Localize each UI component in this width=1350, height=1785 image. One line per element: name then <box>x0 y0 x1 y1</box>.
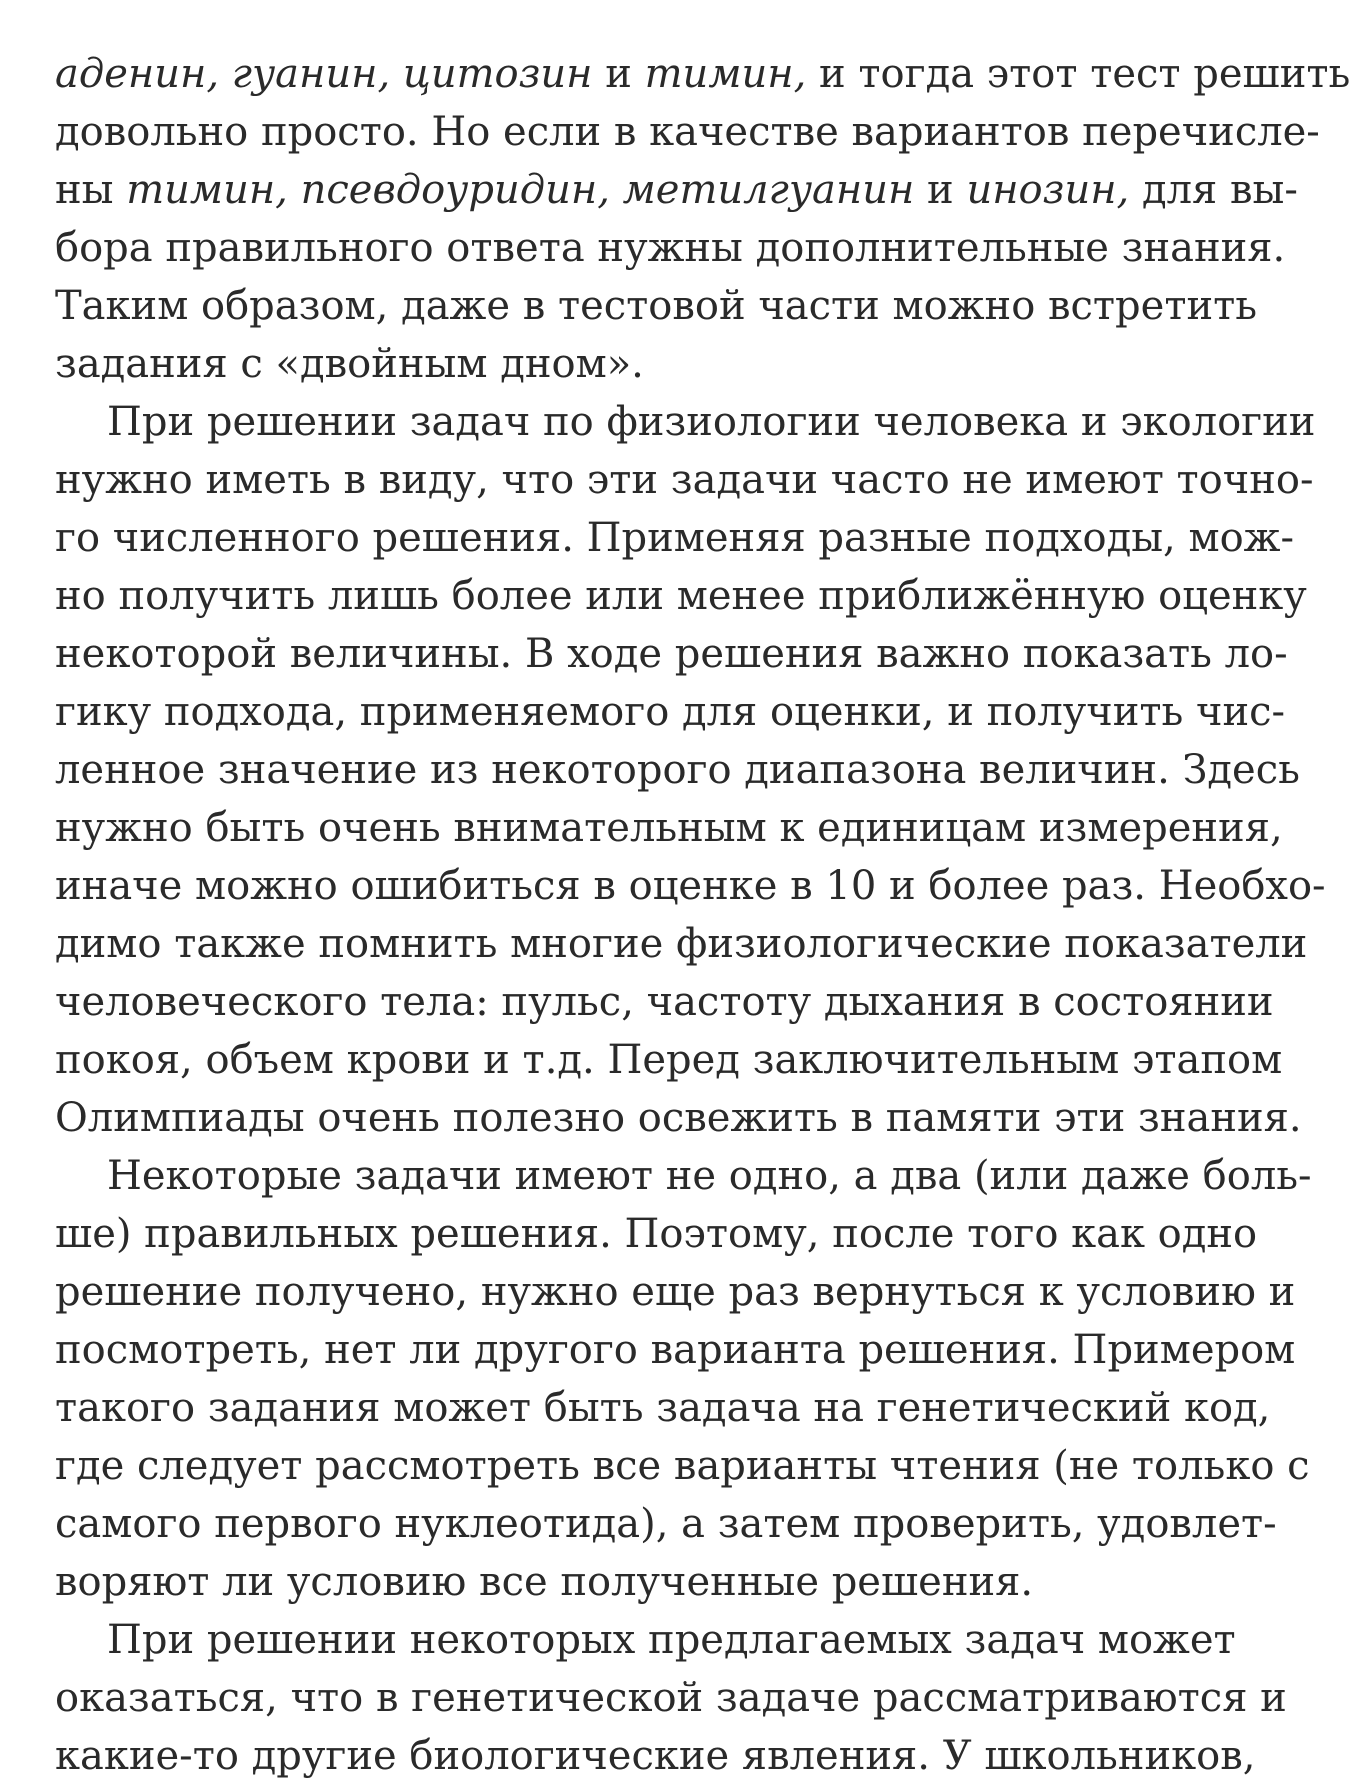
italic-term: тимин, <box>644 51 807 97</box>
text-line <box>55 683 1286 741</box>
text-line <box>55 161 1298 219</box>
italic-term: инозин, <box>966 167 1130 213</box>
text-run: димо также помнить многие физиологические показатели <box>55 921 1308 967</box>
text-run: воряют ли условию все полученные решения. <box>55 1559 1034 1605</box>
text-line <box>55 1669 1287 1727</box>
text-line <box>55 1263 1296 1321</box>
text-line <box>55 1553 1205 1611</box>
text-run: задания с «двойным дном». <box>55 341 644 387</box>
text-run: довольно просто. Но если в качестве вариантов перечисле- <box>55 109 1320 155</box>
text-run: ленное значение из некоторого диапазона величин. Здесь <box>55 747 1300 793</box>
page-body <box>55 45 1350 1785</box>
italic-term: аденин, гуанин, цитозин <box>55 51 593 97</box>
text-line <box>55 1147 1312 1205</box>
text-run: нужно иметь в виду, что эти задачи часто не имеют точно- <box>55 457 1314 503</box>
text-run: какие-то другие биологические явления. У школьников, <box>55 1733 1256 1779</box>
text-line <box>55 1437 1310 1495</box>
text-line <box>55 277 1258 335</box>
text-run: ны <box>55 167 127 213</box>
paragraph <box>55 1147 1312 1611</box>
text-run: такого задания может быть задача на генетический код, <box>55 1385 1271 1431</box>
italic-term: тимин, псевдоуридин, метилгуанин <box>126 167 915 213</box>
text-run: и <box>592 51 645 97</box>
paragraph <box>55 1611 1287 1785</box>
text-line <box>55 509 1294 567</box>
text-line <box>55 451 1314 509</box>
text-run: посмотреть, нет ли другого варианта решения. Примером <box>55 1327 1296 1373</box>
text-line <box>55 1379 1271 1437</box>
text-line <box>55 857 1326 915</box>
text-run: самого первого нуклеотида), а затем проверить, удовлет- <box>55 1501 1277 1547</box>
paragraph <box>55 45 1350 393</box>
text-run: и <box>914 167 967 213</box>
text-run: Таким образом, даже в тестовой части можно встретить <box>55 283 1258 329</box>
text-run: го численного решения. Применяя разные подходы, мож- <box>55 515 1294 561</box>
text-run: оказаться, что в генетической задаче рассматриваются и <box>55 1675 1287 1721</box>
text-run: При решении некоторых предлагаемых задач может <box>107 1617 1236 1663</box>
text-line <box>55 1495 1277 1553</box>
text-line <box>55 393 1316 451</box>
text-run: где следует рассмотреть все варианты чтения (не только с <box>55 1443 1310 1489</box>
paragraph <box>55 393 1326 1147</box>
text-run: покоя, объем крови и т.д. Перед заключительным этапом <box>55 1037 1283 1083</box>
text-run: бора правильного ответа нужны дополнительные знания. <box>55 225 1286 271</box>
text-run: Олимпиады очень полезно освежить в памяти эти знания. <box>55 1095 1302 1141</box>
text-line <box>55 1321 1296 1379</box>
text-line <box>55 799 1283 857</box>
text-run: для вы- <box>1129 167 1298 213</box>
text-line <box>55 103 1320 161</box>
text-line <box>55 335 1205 393</box>
text-run: и тогда этот тест решить <box>806 51 1350 97</box>
text-line <box>55 1089 1302 1147</box>
text-line <box>55 1031 1283 1089</box>
text-line <box>55 915 1308 973</box>
text-run: иначе можно ошибиться в оценке в 10 и более раз. Необхо- <box>55 863 1326 909</box>
text-run: Некоторые задачи имеют не одно, а два (или даже боль- <box>107 1153 1312 1199</box>
text-line <box>55 741 1300 799</box>
text-run: При решении задач по физиологии человека и экологии <box>107 399 1316 445</box>
text-run: но получить лишь более или менее приближённую оценку <box>55 573 1307 619</box>
text-line <box>55 1727 1256 1785</box>
text-line <box>55 45 1350 103</box>
text-line <box>55 567 1307 625</box>
text-run: человеческого тела: пульс, частоту дыхания в состоянии <box>55 979 1274 1025</box>
text-line <box>55 1205 1258 1263</box>
text-line <box>55 1611 1236 1669</box>
text-run: нужно быть очень внимательным к единицам измерения, <box>55 805 1283 851</box>
text-run: решение получено, нужно еще раз вернуться к условию и <box>55 1269 1296 1315</box>
text-run: гику подхода, применяемого для оценки, и получить чис- <box>55 689 1286 735</box>
text-line <box>55 973 1274 1031</box>
text-line <box>55 625 1288 683</box>
text-run: ше) правильных решения. Поэтому, после того как одно <box>55 1211 1258 1257</box>
text-run: некоторой величины. В ходе решения важно показать ло- <box>55 631 1288 677</box>
text-line <box>55 219 1286 277</box>
